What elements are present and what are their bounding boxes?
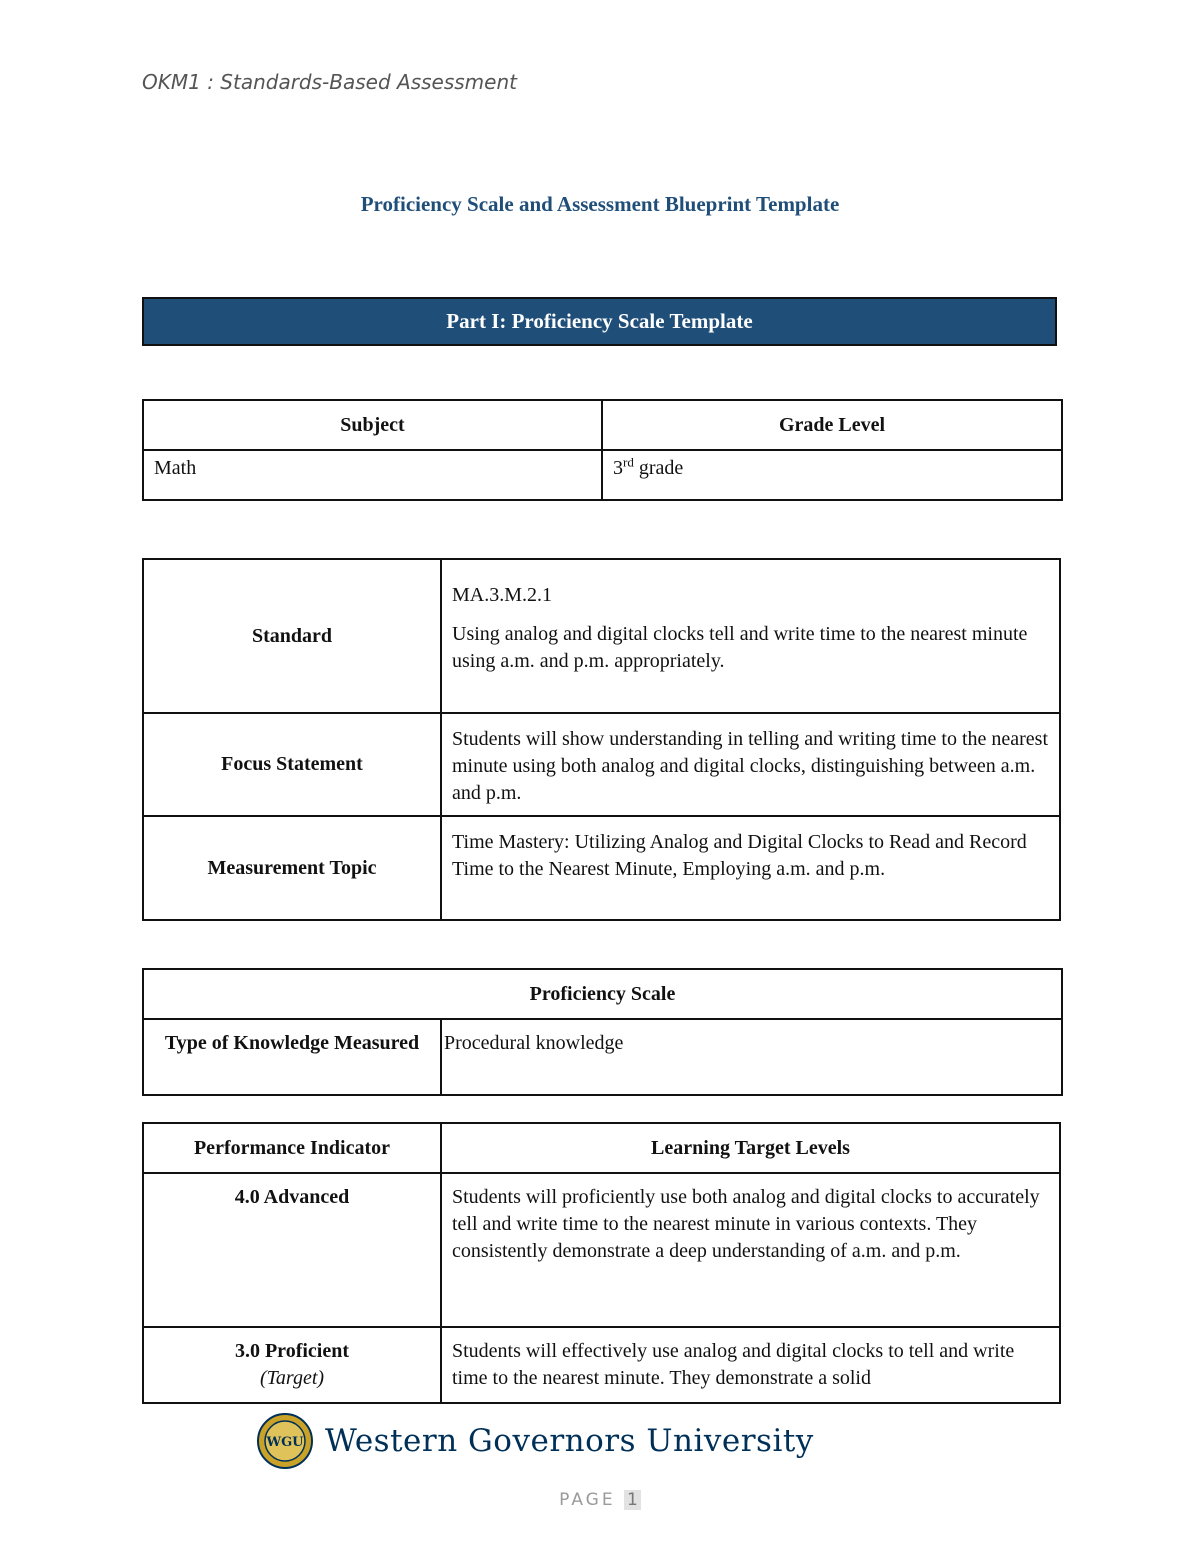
standard-label: Standard <box>143 559 441 713</box>
performance-indicator-table <box>142 1122 1061 1404</box>
level-proficient-text: Students will effectively use analog and digital clocks to tell and write time to the nearest minute. They demonstrate a solid <box>441 1327 1060 1403</box>
grade-level-header: Grade Level <box>602 400 1062 450</box>
performance-indicator-header: Performance Indicator <box>143 1123 441 1173</box>
proficiency-scale-table <box>142 968 1063 1096</box>
part-one-banner: Part I: Proficiency Scale Template <box>142 297 1057 346</box>
subject-value: Math <box>143 450 602 500</box>
grade-level-value <box>602 450 1062 500</box>
learning-target-levels-header: Learning Target Levels <box>441 1123 1060 1173</box>
university-seal-icon <box>257 1413 313 1469</box>
university-name: Western Governors University <box>325 1423 814 1459</box>
page-number <box>0 1490 1200 1510</box>
standard-text: Using analog and digital clocks tell and write time to the nearest minute using a.m. and p.m. appropriately. <box>452 623 1028 672</box>
document-title: Proficiency Scale and Assessment Blueprint Template <box>360 192 840 216</box>
page-label: PAGE <box>559 1490 616 1510</box>
focus-statement-label: Focus Statement <box>143 713 441 816</box>
wgu-logo <box>257 1412 917 1470</box>
focus-statement-text: Students will show understanding in telling and writing time to the nearest minute using both analog and digital clocks, distinguishing between a.m. and p.m. <box>441 713 1060 816</box>
standard-table <box>142 558 1061 921</box>
knowledge-type-value: Procedural knowledge <box>441 1019 1062 1095</box>
grade-suffix: rd <box>623 454 634 470</box>
level-proficient-target: (Target) <box>259 1367 325 1389</box>
measurement-topic-label: Measurement Topic <box>143 816 441 920</box>
page-number-value: 1 <box>624 1490 641 1510</box>
grade-word: grade <box>633 457 684 479</box>
level-proficient <box>143 1327 441 1403</box>
proficiency-scale-heading: Proficiency Scale <box>143 969 1062 1019</box>
subject-grade-table <box>142 399 1063 501</box>
knowledge-type-label: Type of Knowledge Measured <box>143 1019 441 1095</box>
standard-code: MA.3.M.2.1 <box>452 584 553 606</box>
subject-header: Subject <box>143 400 602 450</box>
measurement-topic-text: Time Mastery: Utilizing Analog and Digital Clocks to Read and Record Time to the Nearest Minute, Employing a.m. and p.m. <box>441 816 1060 920</box>
grade-number: 3 <box>613 457 623 479</box>
level-proficient-title: 3.0 Proficient <box>234 1340 350 1362</box>
standard-cell <box>441 559 1060 713</box>
seal-text: WGU <box>266 1435 304 1450</box>
running-header: OKM1 : Standards-Based Assessment <box>142 70 517 94</box>
level-advanced: 4.0 Advanced <box>143 1173 441 1327</box>
level-advanced-text: Students will proficiently use both analog and digital clocks to accurately tell and write time to the nearest minute in various contexts. They consistently demonstrate a deep understanding of a.m. and p.m. <box>441 1173 1060 1327</box>
